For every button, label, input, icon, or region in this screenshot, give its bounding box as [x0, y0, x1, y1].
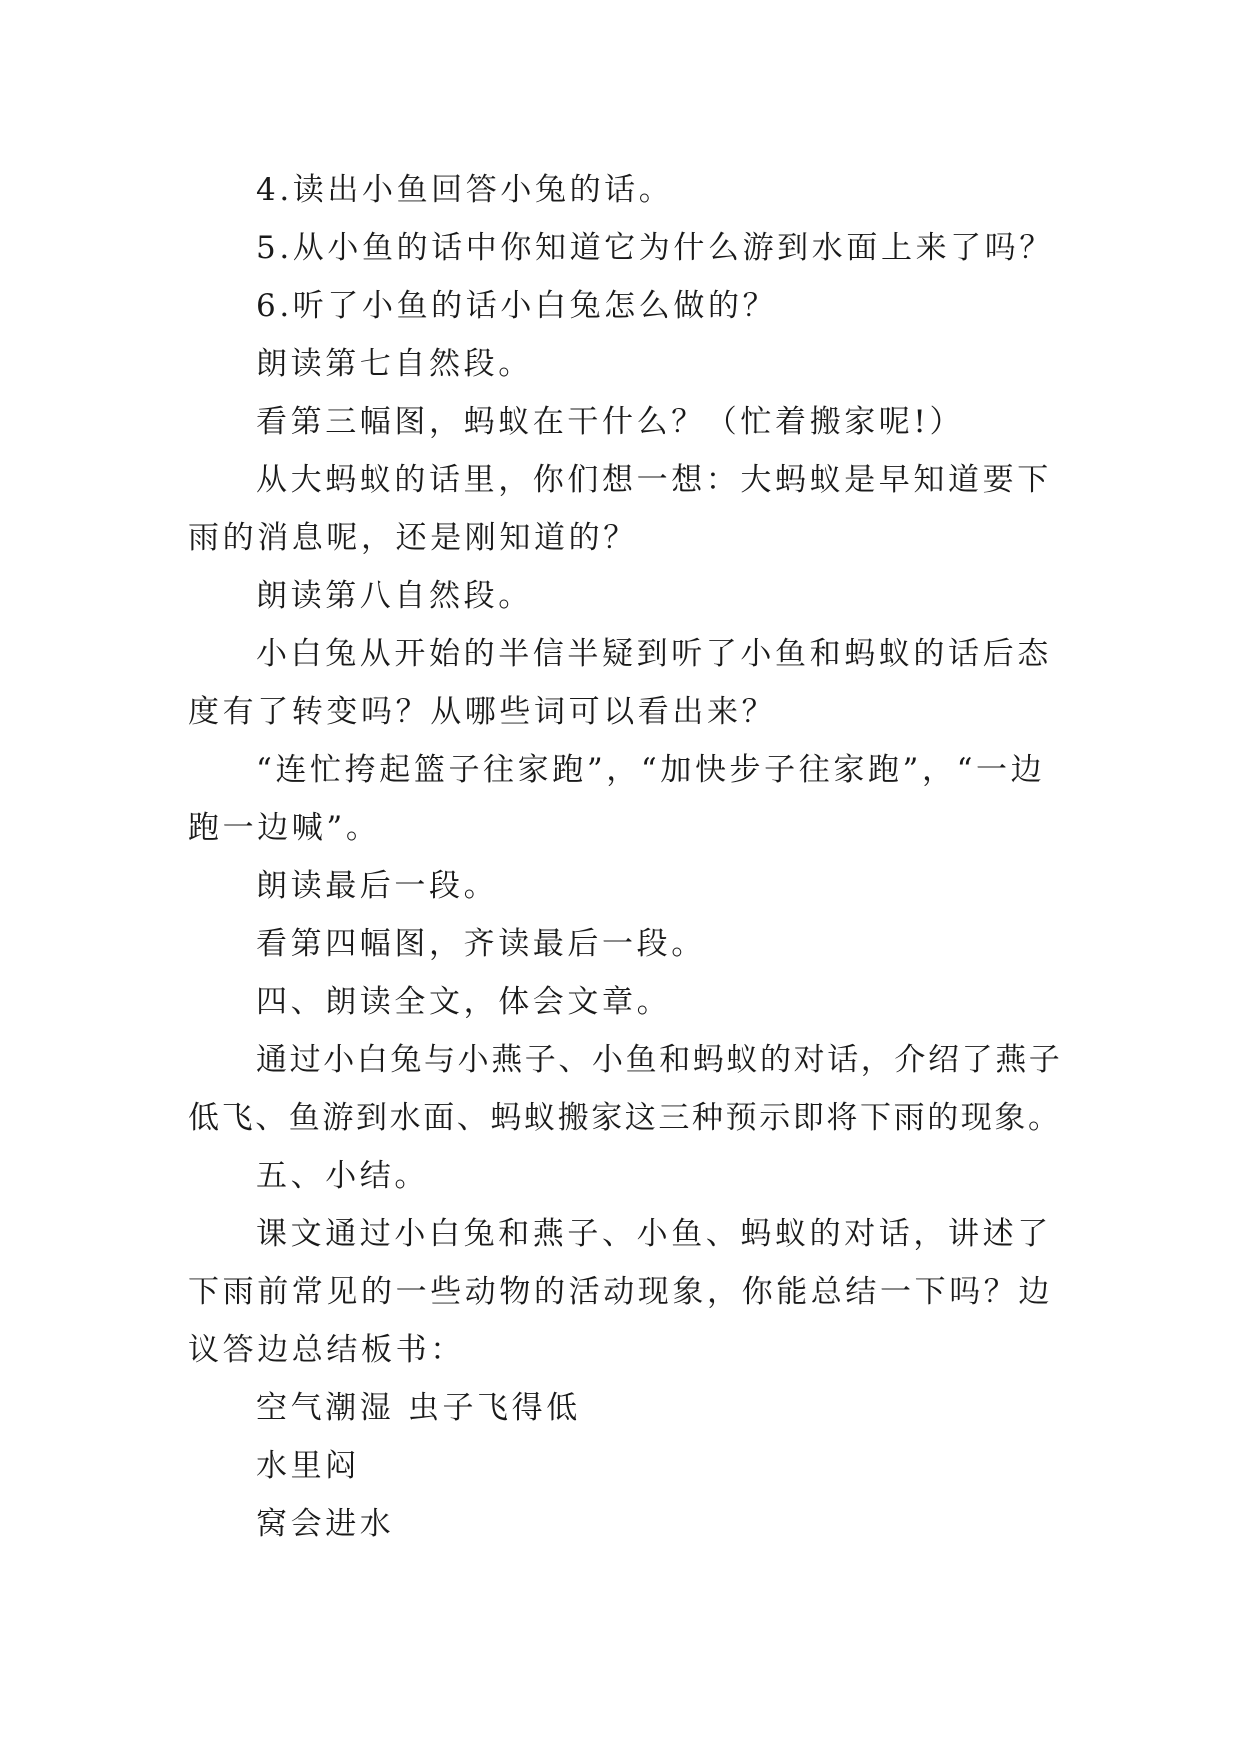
paragraph: 窝会进水: [256, 1506, 395, 1542]
paragraph: 朗读第七自然段。: [256, 346, 533, 382]
document-body: [188, 161, 1068, 1553]
paragraph: 五、小结。: [256, 1158, 429, 1194]
paragraph: 四、朗读全文，体会文章。: [256, 984, 672, 1020]
paragraph: 小白兔从开始的半信半疑到听了小鱼和蚂蚁的话后态度有了转变吗？从哪些词可以看出来？: [188, 636, 1052, 730]
paragraph: 6.听了小鱼的话小白兔怎么做的？: [256, 288, 778, 324]
paragraph: 看第三幅图，蚂蚁在干什么？（忙着搬家呢!）: [256, 404, 965, 440]
paragraph: 4.读出小鱼回答小兔的话。: [256, 172, 674, 208]
paragraph: 看第四幅图，齐读最后一段。: [256, 926, 706, 962]
paragraph: 朗读最后一段。: [256, 868, 499, 904]
paragraph: 课文通过小白兔和燕子、小鱼、蚂蚁的对话，讲述了下雨前常见的一些动物的活动现象，你能总结一下吗？边议答边总结板书：: [188, 1216, 1053, 1368]
paragraph: “连忙挎起篮子往家跑”，“加快步子往家跑”，“一边跑一边喊”。: [188, 752, 1046, 846]
paragraph: 空气潮湿 虫子飞得低: [256, 1390, 581, 1426]
paragraph: 通过小白兔与小燕子、小鱼和蚂蚁的对话，介绍了燕子低飞、鱼游到水面、蚂蚁搬家这三种预示即将下雨的现象。: [188, 1042, 1063, 1136]
paragraph: 水里闷: [256, 1448, 360, 1484]
paragraph: 朗读第八自然段。: [256, 578, 533, 614]
paragraph: 5.从小鱼的话中你知道它为什么游到水面上来了吗？: [256, 230, 1054, 266]
paragraph: 从大蚂蚁的话里，你们想一想：大蚂蚁是早知道要下雨的消息呢，还是刚知道的？: [188, 462, 1052, 556]
